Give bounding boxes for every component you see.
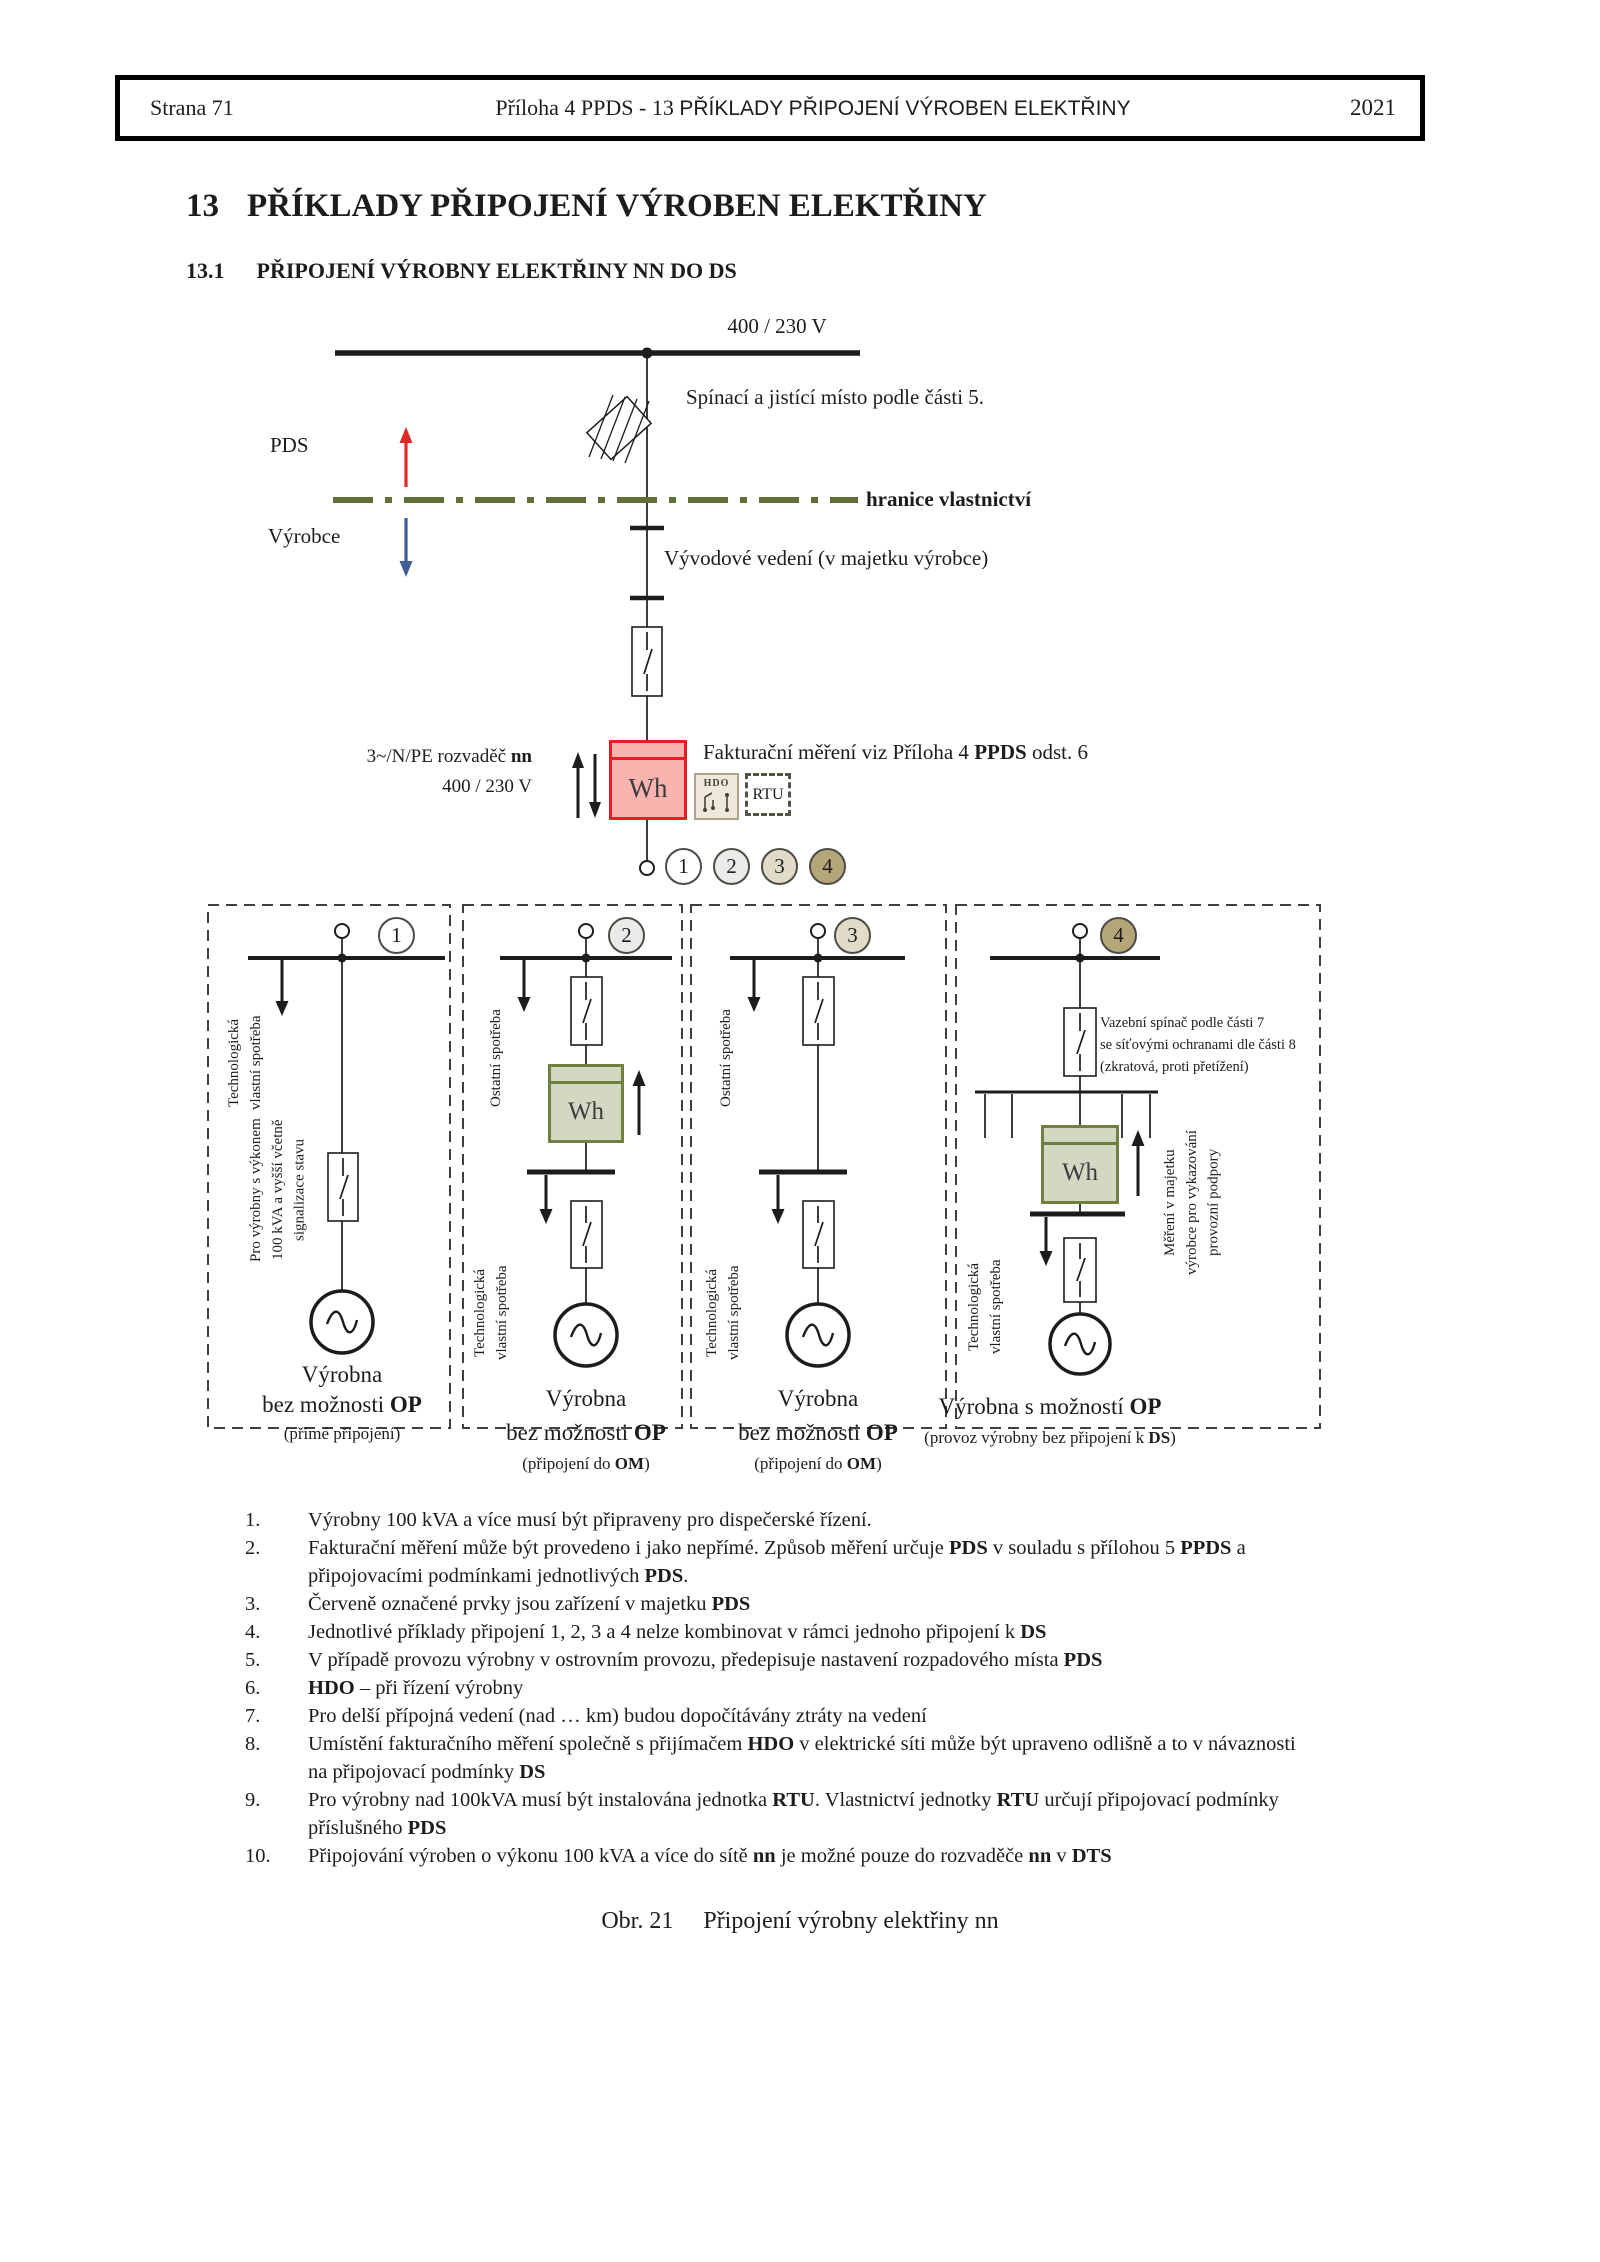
hdo-contacts-icon bbox=[699, 789, 735, 815]
import-export-arrows bbox=[572, 752, 601, 818]
panel4-coupling-note: Vazební spínač podle části 7 se síťovými ochranami dle části 8 (zkratová, proti přetížení) bbox=[1100, 1015, 1296, 1075]
variant-circle-4: 4 bbox=[809, 848, 846, 885]
note-item: 7. Pro delší přípojná vedení (nad … km) budou dopočítávány ztráty na vedení bbox=[245, 1705, 927, 1727]
note-item: 1. Výrobny 100 kVA a více musí být připraveny pro dispečerské řízení. bbox=[245, 1509, 872, 1531]
running-title: Příloha 4 PPDS - 13 PŘÍKLADY PŘIPOJENÍ VÝROBEN ELEKTŘINY bbox=[495, 95, 1131, 120]
panel4-production-meter: Wh bbox=[1041, 1125, 1119, 1204]
page-number: Strana 71 bbox=[150, 95, 234, 120]
switchboard-label: 3~/N/PE rozvaděč nn bbox=[366, 746, 532, 767]
note-item: 3. Červeně označené prvky jsou zařízení v majetku PDS bbox=[245, 1593, 751, 1615]
panel4-name: Výrobna s možností OP bbox=[938, 1394, 1162, 1419]
pds-label: PDS bbox=[270, 433, 309, 457]
page-header bbox=[115, 75, 1425, 141]
note-item: 4. Jednotlivé příklady připojení 1, 2, 3 a 4 nelze kombinovat v rámci jednoho připojení k DS bbox=[245, 1621, 1047, 1643]
panel4-badge: 4 bbox=[1100, 917, 1137, 954]
panel2-tech-consumption-label: Technologická vlastní spotřeba bbox=[472, 1265, 510, 1361]
year-label: 2021 bbox=[1350, 95, 1396, 120]
panel4-metering-note: Měření v majetku výrobce pro vykazování provozní podpory bbox=[1162, 1130, 1222, 1275]
figure-caption: Obr. 21 Připojení výrobny elektřiny nn bbox=[601, 1908, 999, 1934]
panel1-sub: (přímé připojení) bbox=[283, 1424, 401, 1443]
pds-direction-arrow bbox=[400, 427, 413, 487]
meter-register-strip bbox=[551, 1067, 621, 1084]
panel1-badge: 1 bbox=[378, 917, 415, 954]
panel4-tech-consumption-label: Technologická vlastní spotřeba bbox=[966, 1259, 1004, 1355]
voltage-label: 400 / 230 V bbox=[727, 314, 827, 338]
meter-register-strip bbox=[1044, 1128, 1116, 1145]
panel4-sub: (provoz výrobny bez připojení k DS) bbox=[924, 1428, 1176, 1447]
panel3-sub: (připojení do OM) bbox=[754, 1454, 882, 1473]
panel3-name2: bez možnosti OP bbox=[738, 1420, 898, 1445]
rtu-label: RTU bbox=[752, 785, 784, 803]
producer-label: Výrobce bbox=[268, 524, 341, 548]
note-item: 2. Fakturační měření může být provedeno i jako nepřímé. Způsob měření určuje PDS v souladu s přílohou 5 PPDS a připojovacími podmínkami jednotlivých PDS. bbox=[245, 1537, 1246, 1587]
meter-label: Wh bbox=[628, 773, 668, 803]
section-heading: 13 PŘÍKLADY PŘIPOJENÍ VÝROBEN ELEKTŘINY bbox=[186, 188, 987, 224]
panel2-badge: 2 bbox=[608, 917, 645, 954]
producer-direction-arrow bbox=[400, 518, 413, 577]
panel1-switch-note: Pro výrobny s výkonem 100 kVA a vyšší včetně signalizace stavu bbox=[248, 1118, 308, 1262]
panel1-name2: bez možnosti OP bbox=[262, 1392, 422, 1417]
note-item: 5. V případě provozu výrobny v ostrovním provozu, předepisuje nastavení rozpadového místa PDS bbox=[245, 1649, 1103, 1671]
panel3-tech-consumption-label: Technologická vlastní spotřeba bbox=[704, 1265, 742, 1361]
panel2-other-consumption-label: Ostatní spotřeba bbox=[488, 1009, 504, 1107]
note-item: 6. HDO – při řízení výrobny bbox=[245, 1677, 524, 1699]
panel3-lines bbox=[730, 924, 905, 1366]
billing-meter bbox=[609, 740, 687, 820]
meter-register-strip bbox=[612, 743, 684, 760]
note-item: 9. Pro výrobny nad 100kVA musí být instalována jednotka RTU. Vlastnictví jednotky RTU určují připojovací podmínky příslušného PDS bbox=[245, 1789, 1279, 1839]
switching-place-symbol bbox=[587, 395, 651, 463]
switchboard-voltage: 400 / 230 V bbox=[442, 776, 532, 797]
switching-place-note: Spínací a jistící místo podle části 5. bbox=[686, 385, 985, 409]
variant-circle-3: 3 bbox=[761, 848, 798, 885]
panel3-other-consumption-label: Ostatní spotřeba bbox=[718, 1009, 734, 1107]
panel3-badge: 3 bbox=[834, 917, 871, 954]
panel2-production-meter: Wh bbox=[548, 1064, 624, 1143]
panel2-name2: bez možnosti OP bbox=[506, 1420, 666, 1445]
subsection-heading: 13.1 PŘIPOJENÍ VÝROBNY ELEKTŘINY NN DO DS bbox=[186, 258, 737, 283]
top-breaker-symbol bbox=[632, 627, 662, 696]
rtu-unit bbox=[745, 773, 791, 816]
outgoing-line-note: Vývodové vedení (v majetku výrobce) bbox=[664, 546, 989, 570]
note-item: 10. Připojování výroben o výkonu 100 kVA a více do sítě nn je možné pouze do rozvaděče nn v DTS bbox=[245, 1845, 1112, 1867]
panel-frames bbox=[208, 905, 1320, 1428]
note-item: 8. Umístění fakturačního měření společně s přijímačem HDO v elektrické síti může být upraveno odlišně a to v návaznosti na připojovací podmínky DS bbox=[245, 1733, 1296, 1783]
panel1-tech-consumption-label: Technologická vlastní spotřeba bbox=[226, 1015, 264, 1110]
panel3-name: Výrobna bbox=[777, 1386, 859, 1411]
variant-circle-1: 1 bbox=[665, 848, 702, 885]
notes-list bbox=[245, 1506, 1320, 1870]
panel2-lines bbox=[500, 924, 672, 1366]
ownership-boundary-label: hranice vlastnictví bbox=[866, 487, 1032, 511]
hdo-label: HDO bbox=[703, 778, 730, 789]
meter-to-terminal-line bbox=[640, 820, 654, 875]
hdo-receiver bbox=[694, 773, 739, 820]
billing-note: Fakturační měření viz Příloha 4 PPDS odst. 6 bbox=[703, 740, 1088, 764]
panel2-sub: (připojení do OM) bbox=[522, 1454, 650, 1473]
panel1-name: Výrobna bbox=[301, 1362, 383, 1387]
panel2-name: Výrobna bbox=[545, 1386, 627, 1411]
variant-circle-2: 2 bbox=[713, 848, 750, 885]
